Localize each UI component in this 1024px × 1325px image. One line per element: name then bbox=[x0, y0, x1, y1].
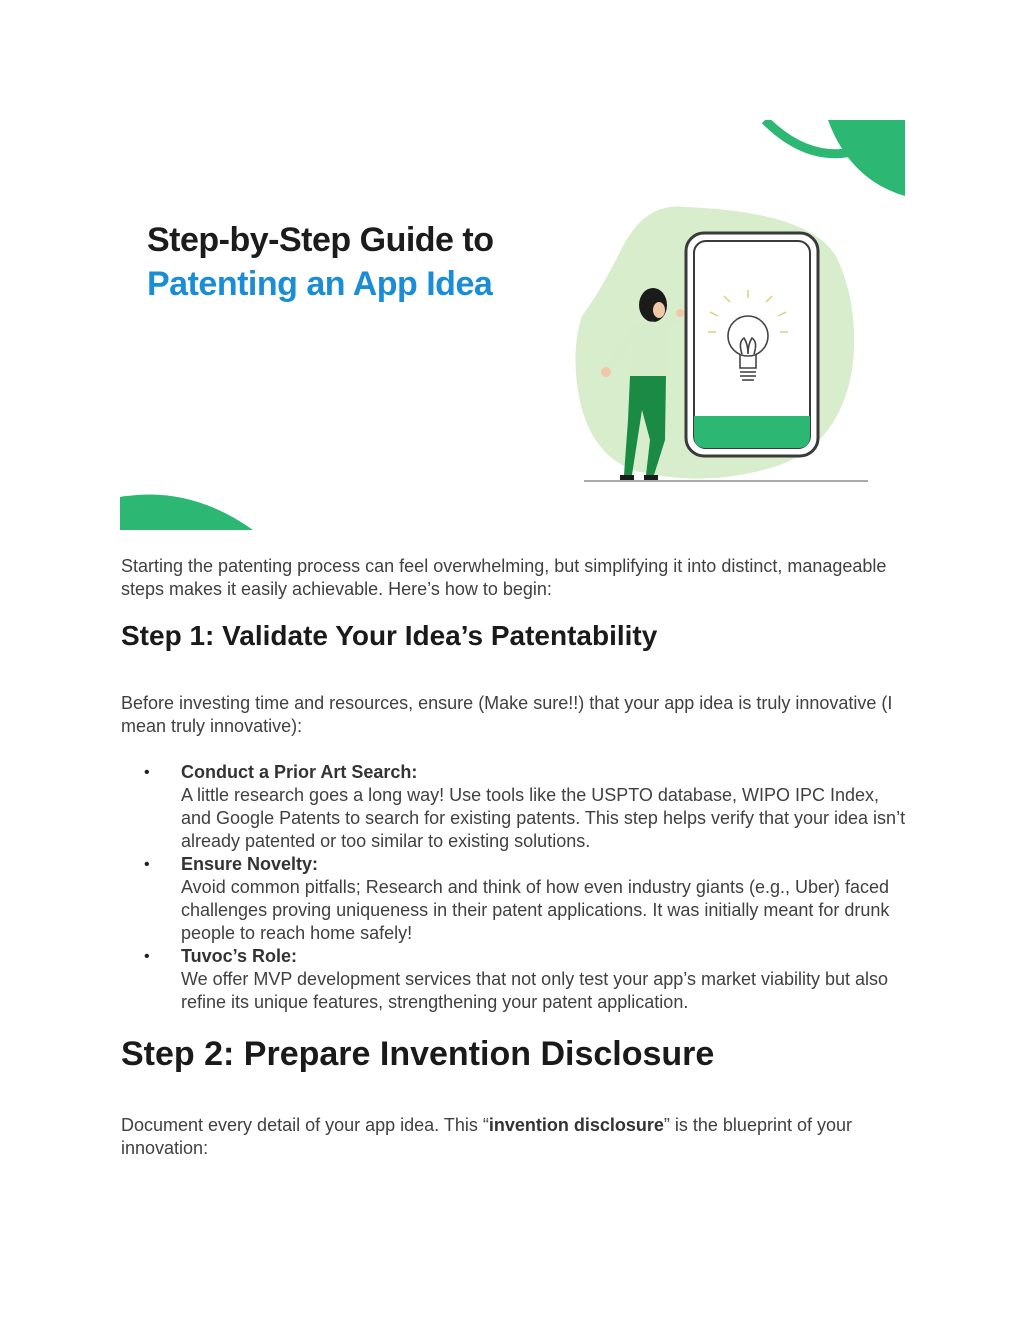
list-item-title: • Ensure Novelty: bbox=[181, 854, 319, 874]
list-item-body: We offer MVP development services that not only test your app’s market viability but also refine its unique features, strengthening your patent application. bbox=[181, 969, 889, 1012]
step2-lead bbox=[121, 1114, 911, 1160]
list-item-title: • Tuvoc’s Role: bbox=[181, 946, 298, 966]
hero-illustration bbox=[120, 120, 905, 530]
list-item bbox=[181, 761, 911, 853]
hero-title-line1: Step-by-Step Guide to bbox=[147, 221, 494, 259]
list-item bbox=[181, 945, 911, 1014]
step2-heading: Step 2: Prepare Invention Disclosure bbox=[121, 1035, 715, 1073]
step1-list bbox=[181, 761, 911, 1014]
step2-lead-end: ” is the blueprint of your innovation: bbox=[121, 1115, 853, 1158]
list-item-title: • Conduct a Prior Art Search: bbox=[181, 762, 418, 782]
step2-lead-bold: invention disclosure bbox=[488, 1115, 664, 1135]
step2-lead-start: Document every detail of your app idea. This “ bbox=[121, 1115, 489, 1135]
list-item-body: A little research goes a long way! Use tools like the USPTO database, WIPO IPC Index, and Google Patents to search for existing patents. This step helps verify that your idea isn’t already patented or too similar to existing solutions. bbox=[181, 785, 906, 851]
list-item bbox=[181, 853, 911, 945]
hero-title bbox=[147, 218, 494, 306]
step1-lead: Before investing time and resources, ensure (Make sure!!) that your app idea is truly innovative (I mean truly innovative): bbox=[121, 693, 893, 736]
decor-leaf-bottom bbox=[120, 494, 253, 530]
list-item-body: Avoid common pitfalls; Research and think of how even industry giants (e.g., Uber) faced challenges proving uniqueness in their patent applications. It was initially meant for drunk people to reach home safely! bbox=[181, 877, 890, 943]
hero-banner bbox=[120, 120, 905, 530]
step1-heading: Step 1: Validate Your Idea’s Patentability bbox=[121, 620, 658, 651]
hero-title-line2: Patenting an App Idea bbox=[147, 265, 493, 303]
phone-bottom-bar bbox=[694, 416, 810, 448]
intro-paragraph: Starting the patenting process can feel overwhelming, but simplifying it into distinct, manageable steps makes it easily achievable. Here’s how to begin: bbox=[121, 556, 887, 599]
